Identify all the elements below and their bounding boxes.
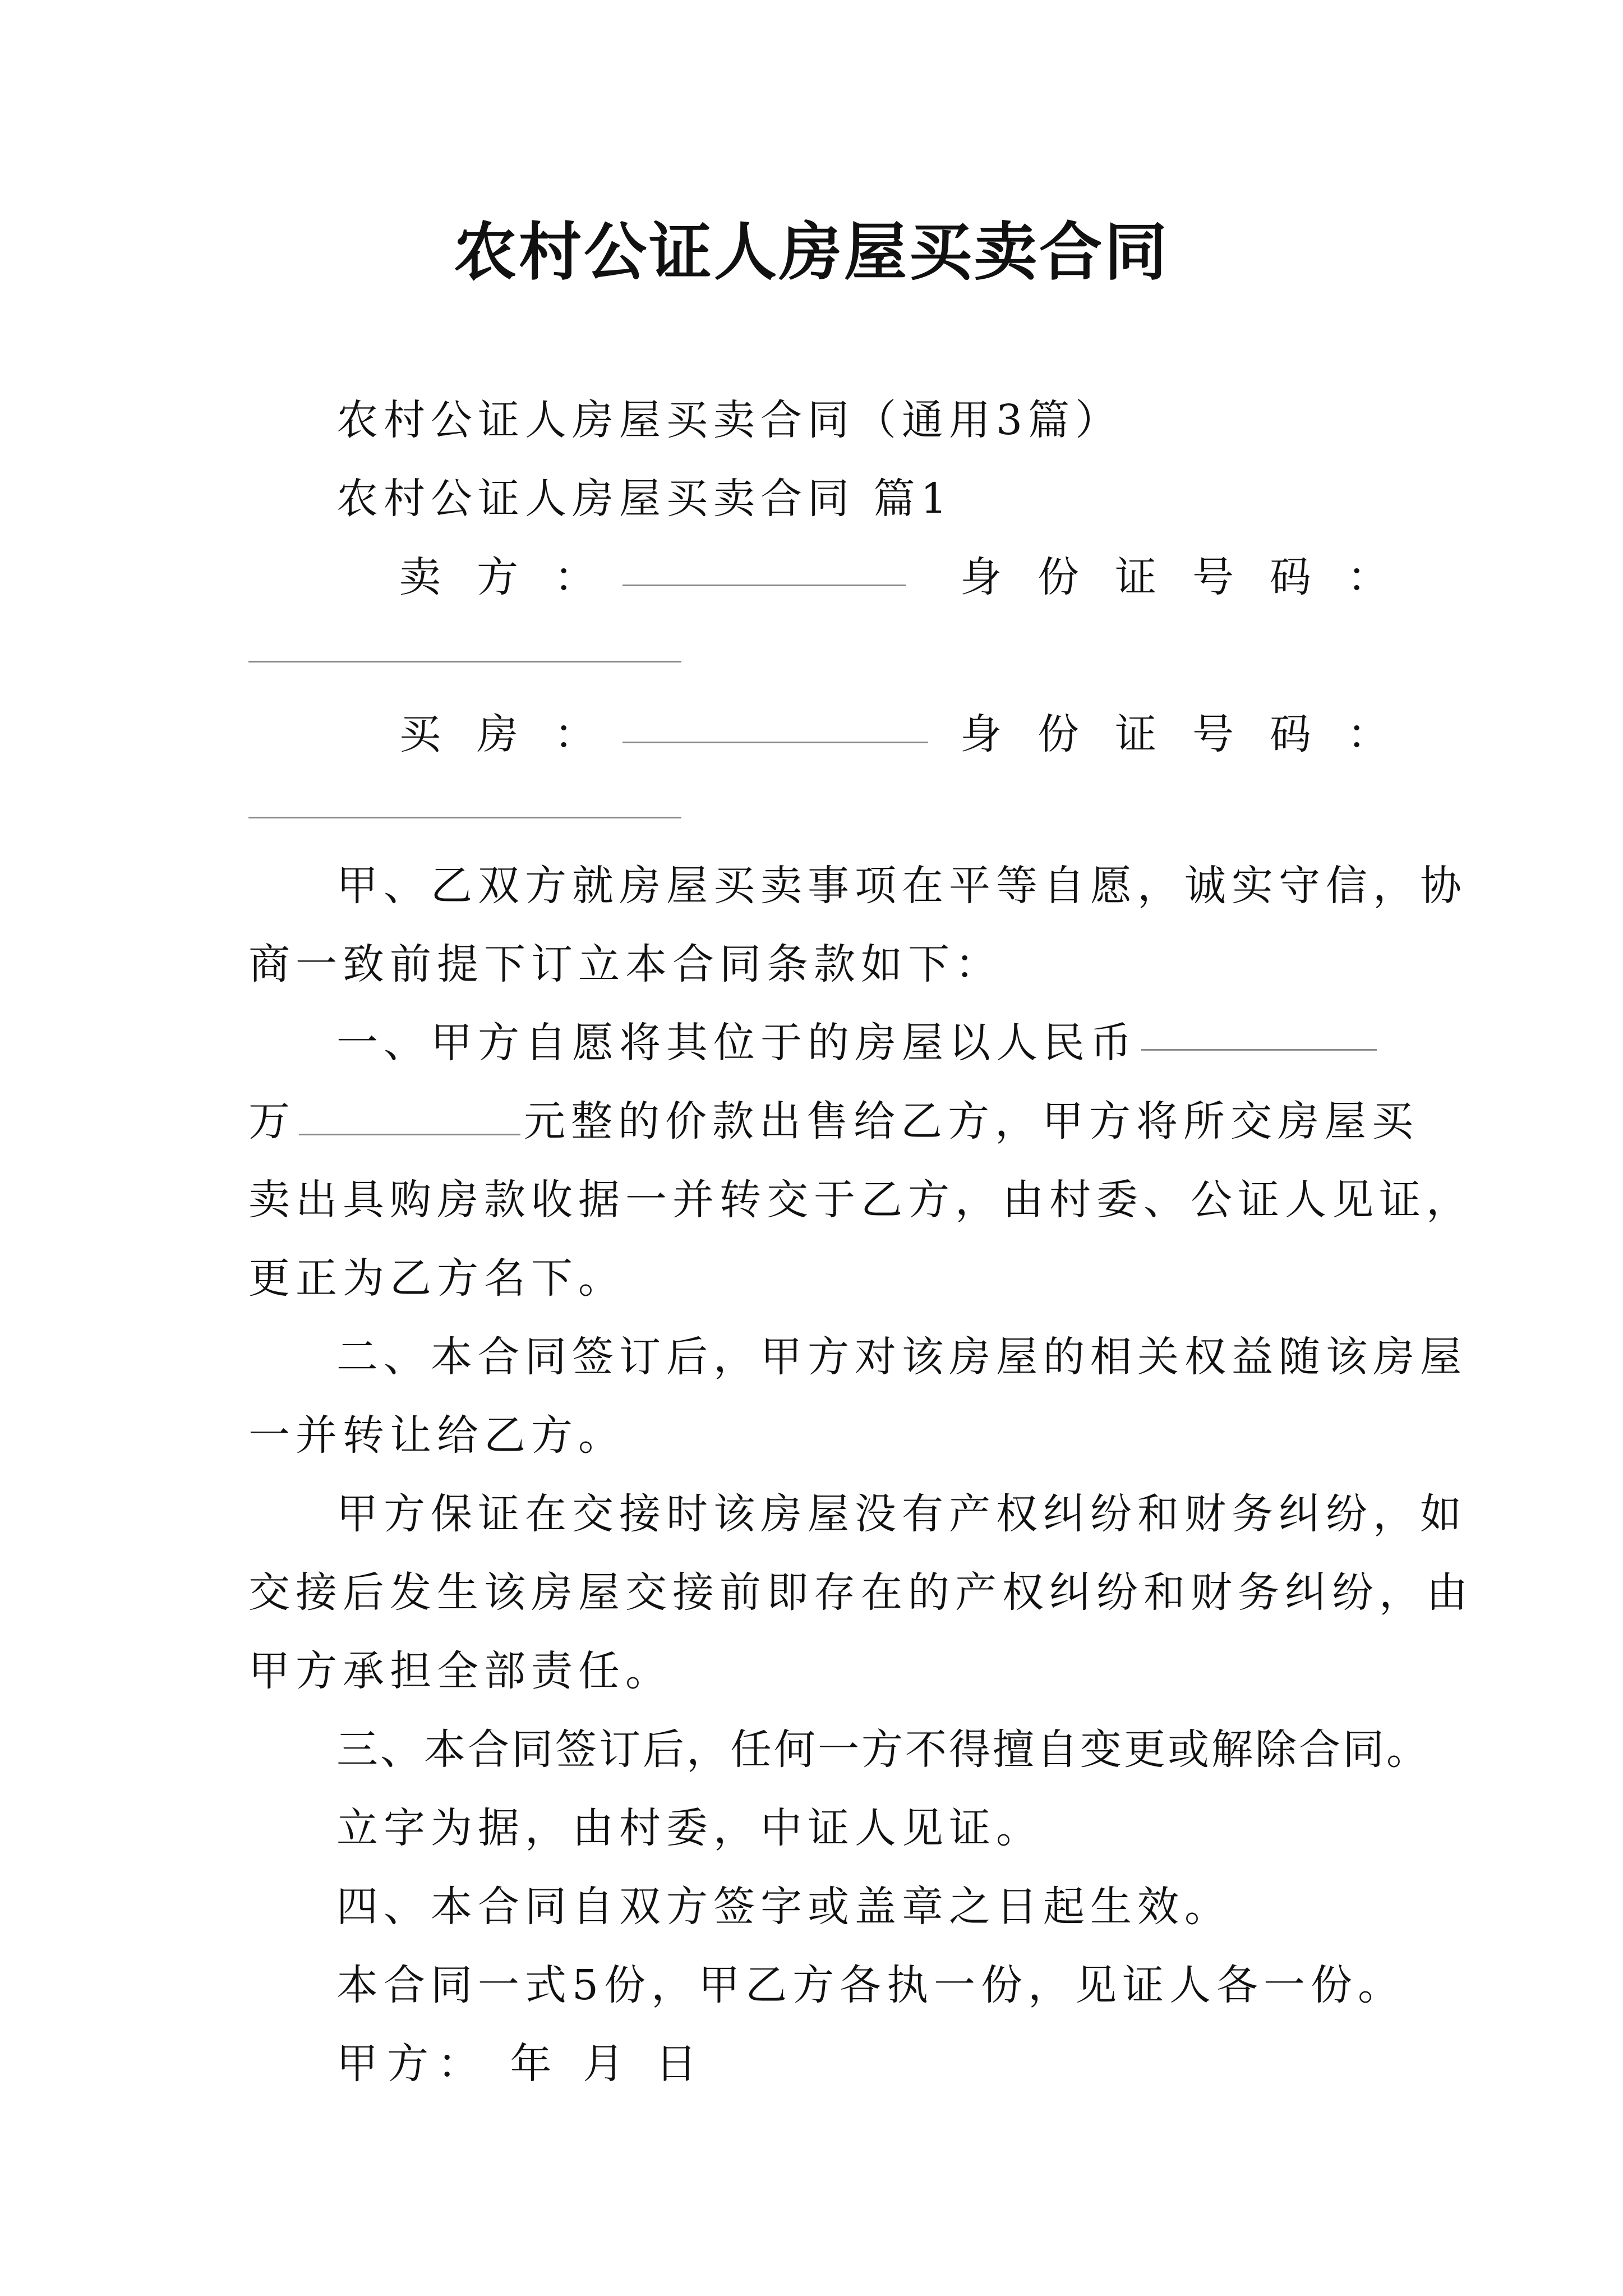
party-a-signature-line: 甲方： 年 月 日 [336,2040,706,2088]
buyer-name-blank [623,742,928,743]
seller-name-blank [623,585,906,586]
clause-1-line-2-text: 元整的价款出售给乙方，甲方将所交房屋买 [524,1097,1419,1145]
clause-2-line-2: 一并转让给乙方。 [248,1411,625,1460]
seller-id-blank [248,661,681,662]
clause-1-line-1: 一、甲方自愿将其位于的房屋以人民币 [336,1019,1137,1067]
clause-1-unit-wan: 万 [248,1097,296,1145]
copies-statement: 本合同一式5份，甲乙方各执一份，见证人各一份。 [336,1961,1405,2009]
witness-statement: 立字为据，由村委，中证人见证。 [336,1804,1043,1852]
clause-1-line-2 [248,1088,1419,1148]
clause-2-line-1: 二、本合同签订后，甲方对该房屋的相关权益随该房屋 [336,1333,1467,1381]
paragraph-1-line-2: 商一致前提下订立本合同条款如下： [248,940,1002,988]
seller-label: 卖方： [399,553,631,601]
price-blank-2 [299,1101,520,1135]
paragraph-1-line-1: 甲、乙双方就房屋买卖事项在平等自愿，诚实守信，协 [336,862,1467,910]
document-subtitle: 农村公证人房屋买卖合同（通用3篇） [336,396,1123,444]
seller-id-label: 身份证号码： [960,553,1424,601]
buyer-id-blank [248,817,681,818]
guarantee-line-3: 甲方承担全部责任。 [248,1647,672,1695]
price-blank-1 [1141,1049,1377,1051]
guarantee-line-1: 甲方保证在交接时该房屋没有产权纠纷和财务纠纷，如 [336,1490,1467,1538]
clause-1-line-4: 更正为乙方名下。 [248,1254,625,1303]
buyer-id-label: 身份证号码： [960,710,1424,758]
section-heading: 农村公证人房屋买卖合同 篇1 [336,475,953,523]
guarantee-line-2: 交接后发生该房屋交接前即存在的产权纠纷和财务纠纷，由 [248,1568,1473,1617]
clause-3: 三、本合同签订后，任何一方不得擅自变更或解除合同。 [336,1726,1430,1774]
clause-4: 四、本合同自双方签字或盖章之日起生效。 [336,1883,1232,1931]
document-title: 农村公证人房屋买卖合同 [454,215,1169,289]
buyer-label: 买房： [399,710,631,758]
clause-1-line-3: 卖出具购房款收据一并转交于乙方，由村委、公证人见证， [248,1176,1473,1224]
